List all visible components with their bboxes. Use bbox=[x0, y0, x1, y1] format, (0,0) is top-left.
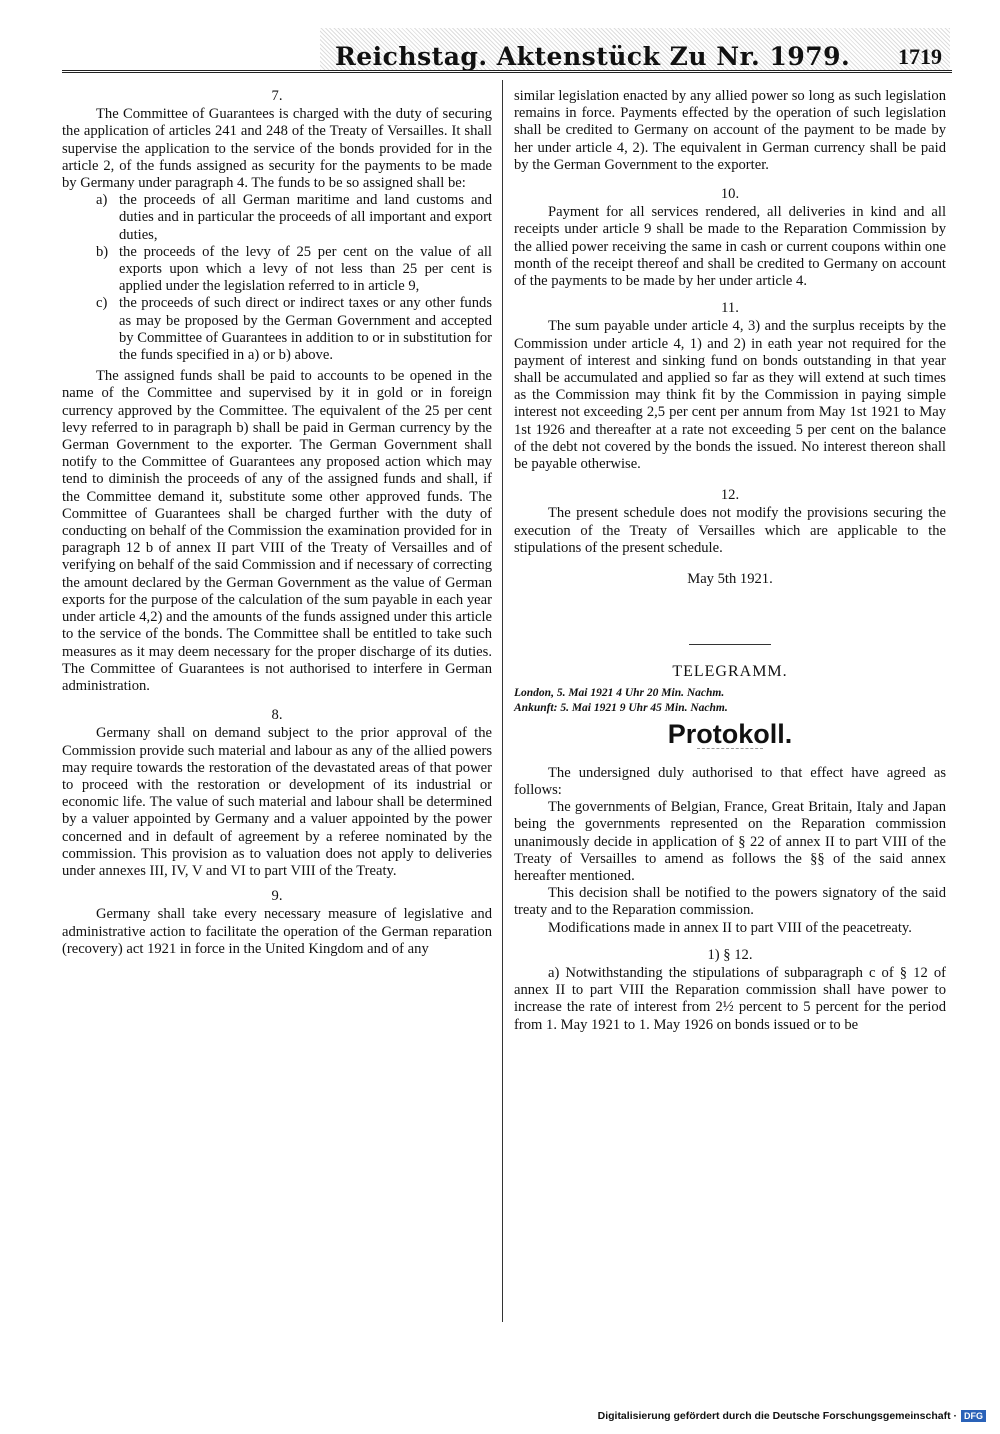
list-item-label: b) bbox=[96, 243, 109, 260]
protokoll-paragraph-5: a) Notwithstanding the stipulations of subparagraph c of § 12 of annex II to part VIII the Reparation commission shall have power to increase the rate of interest from 2½ percent to 5 percent for the period from 1. May 1921 to 1. May 1926 on bonds issued or to be bbox=[514, 964, 946, 1033]
left-column bbox=[62, 88, 492, 958]
section-number-12: 12. bbox=[720, 487, 740, 504]
list-item-text: the proceeds of such direct or indirect taxes or any other funds as may be proposed by the German Government and accepted by Committee of Guarantees in addition to or in substitution for the funds specified in a) or b) above. bbox=[119, 295, 492, 364]
section-7-paragraph-2: The assigned funds shall be paid to accounts to be opened in the name of the Committee and supervised by it in gold or in foreign currency approved by the Committee. The equivalent of the 25 per cent levy referred to in paragraph b) shall be paid in German currency by the German Government to the exporter. The German Government shall notify to the Committee of Guarantees any proposed action which may tend to diminish the proceeds of any of the assigned funds and shall, if the Committee demand it, substitute some other approved funds. The Committee of Guarantees shall be charged further with the duty of conducting on behalf of the Commission the examination provided for in paragraph 12 b of annex II part VIII of the Treaty of Versailles and of verifying on behalf of the said Commission and if necessary of correcting the amount declared by the German Government as the value of German exports for the purpose of the calculation of the sum payable in each year under article 4,2) and the amounts of the funds assigned under this article to the service of the bonds. The Committee shall be entitled to take such measures as it may deem necessary for the proper discharge of its duties. The Committee of Guarantees is not authorised to interfere in German administration. bbox=[62, 368, 492, 694]
telegram-sent-line: London, 5. Mai 1921 4 Uhr 20 Min. Nachm. bbox=[514, 687, 725, 700]
list-item-label: c) bbox=[96, 295, 108, 312]
telegram-meta bbox=[514, 686, 946, 716]
digitization-footer bbox=[598, 1410, 986, 1422]
column-divider bbox=[502, 80, 503, 1322]
page-number: 1719 bbox=[898, 44, 942, 69]
protokoll-section-number: 1) § 12. bbox=[707, 946, 753, 963]
list-item-label: a) bbox=[96, 192, 108, 209]
protokoll-paragraph-2: The governments of Belgian, France, Great Britain, Italy and Japan being the governments represented on the Reparation commission unanimously decide in application of § 22 of annex II to part VIII of the Treaty of Versailles to amend as follows the §§ of the said annex hereafter mentioned. bbox=[514, 799, 946, 884]
running-head: Reichstag. Aktenstück Zu Nr. 1979. bbox=[335, 42, 851, 71]
section-7-list bbox=[62, 192, 492, 364]
section-9-continued: similar legislation enacted by any allied power so long as such legislation remains in force. Payments effected by the operation of such legislation shall be credited to Germany on account of the payment to be made by her under article 4, 2). The equivalent in German currency shall be paid by the German Government to the exporter. bbox=[514, 88, 946, 173]
section-number-7: 7. bbox=[271, 88, 283, 104]
telegram-arrival-line: Ankunft: 5. Mai 1921 9 Uhr 45 Min. Nachm. bbox=[514, 702, 728, 715]
header-rule bbox=[62, 70, 952, 75]
section-9-paragraph: Germany shall take every necessary measure of legislative and administrative action to facilitate the operation of the German reparation (recovery) act 1921 in force in the United Kingdom and of any bbox=[62, 906, 492, 957]
protokoll-paragraph-4: Modifications made in annex II to part VIII of the peacetreaty. bbox=[548, 919, 912, 936]
footer-text: Digitalisierung gefördert durch die Deutsche Forschungsgemeinschaft · bbox=[597, 1410, 957, 1422]
protokoll-paragraph-1: The undersigned duly authorised to that effect have agreed as follows: bbox=[514, 764, 946, 798]
section-number-11: 11. bbox=[721, 300, 739, 317]
list-item bbox=[96, 295, 492, 364]
telegram-heading: TELEGRAMM. bbox=[672, 663, 788, 681]
list-item bbox=[96, 192, 492, 244]
list-item bbox=[96, 244, 492, 296]
document-date: May 5th 1921. bbox=[687, 571, 773, 588]
section-11-paragraph: The sum payable under article 4, 3) and the surplus receipts by the Commission under article 4, 1) and 2) in eath year not required for the payment of interest and sinking fund on bonds outstanding in that year shall be accumulated and applied so far as they will extend at such times as the Commission may think fit by the Commission in paying simple interest not exceeding 2,5 per cent per annum from May 1st 1921 to May 1st 1926 and thereafter at a rate not exceeding 5 per cent on the balance of the debt not covered by the bonds the issued. No interest thereon shall be payable otherwise. bbox=[514, 318, 946, 473]
section-number-9: 9. bbox=[271, 888, 283, 905]
dfg-logo: DFG bbox=[961, 1410, 986, 1422]
section-12-paragraph: The present schedule does not modify the provisions securing the execution of the Treaty of Versailles which are applicable to the stipulations of the present schedule. bbox=[514, 505, 946, 556]
list-item-text: the proceeds of the levy of 25 per cent on the value of all exports upon which a levy of not less than 25 per cent is applied under the legislation referred to in article 9, bbox=[119, 243, 492, 295]
protokoll-paragraph-3: This decision shall be notified to the powers signatory of the said treaty and to the Reparation commission. bbox=[514, 885, 946, 919]
section-number-8: 8. bbox=[271, 707, 283, 724]
section-10-paragraph: Payment for all services rendered, all deliveries in kind and all receipts under article 9 shall be made to the Reparation Commission by the allied power receiving the same in cash or current coupons within one month of the receipt thereof and shall be credited to Germany on account of the payments to be made by her under article 4. bbox=[514, 204, 946, 290]
right-column bbox=[514, 88, 946, 1034]
list-item-text: the proceeds of all German maritime and land customs and duties and in particular the proceeds of all important and export duties, bbox=[119, 192, 492, 243]
protokoll-heading: Protokoll. bbox=[667, 719, 793, 750]
section-7-paragraph-1: The Committee of Guarantees is charged with the duty of securing the application of articles 241 and 248 of the Treaty of Versailles. It shall supervise the application to the service of the bonds provided for in the article 2, of the funds assigned as security for the payments to be made by Germany under paragraph 4. The funds to be so assigned shall be: bbox=[62, 106, 492, 192]
section-separator bbox=[689, 644, 771, 645]
section-8-paragraph: Germany shall on demand subject to the prior approval of the Commission provide such material and labour as any of the allied powers may require towards the restoration of the devastated areas of that power to proceed with the restoration or development of its industrial or economic life. The value of such material and labour shall be determined by a valuer appointed by Germany and a valuer appointed by the power concerned and in default of agreement by a referee nominated by the commission. This provision as to valuation does not apply to deliveries under annexes III, IV, V and VI to part VIII of the Treaty. bbox=[62, 725, 492, 879]
section-number-10: 10. bbox=[720, 186, 740, 203]
